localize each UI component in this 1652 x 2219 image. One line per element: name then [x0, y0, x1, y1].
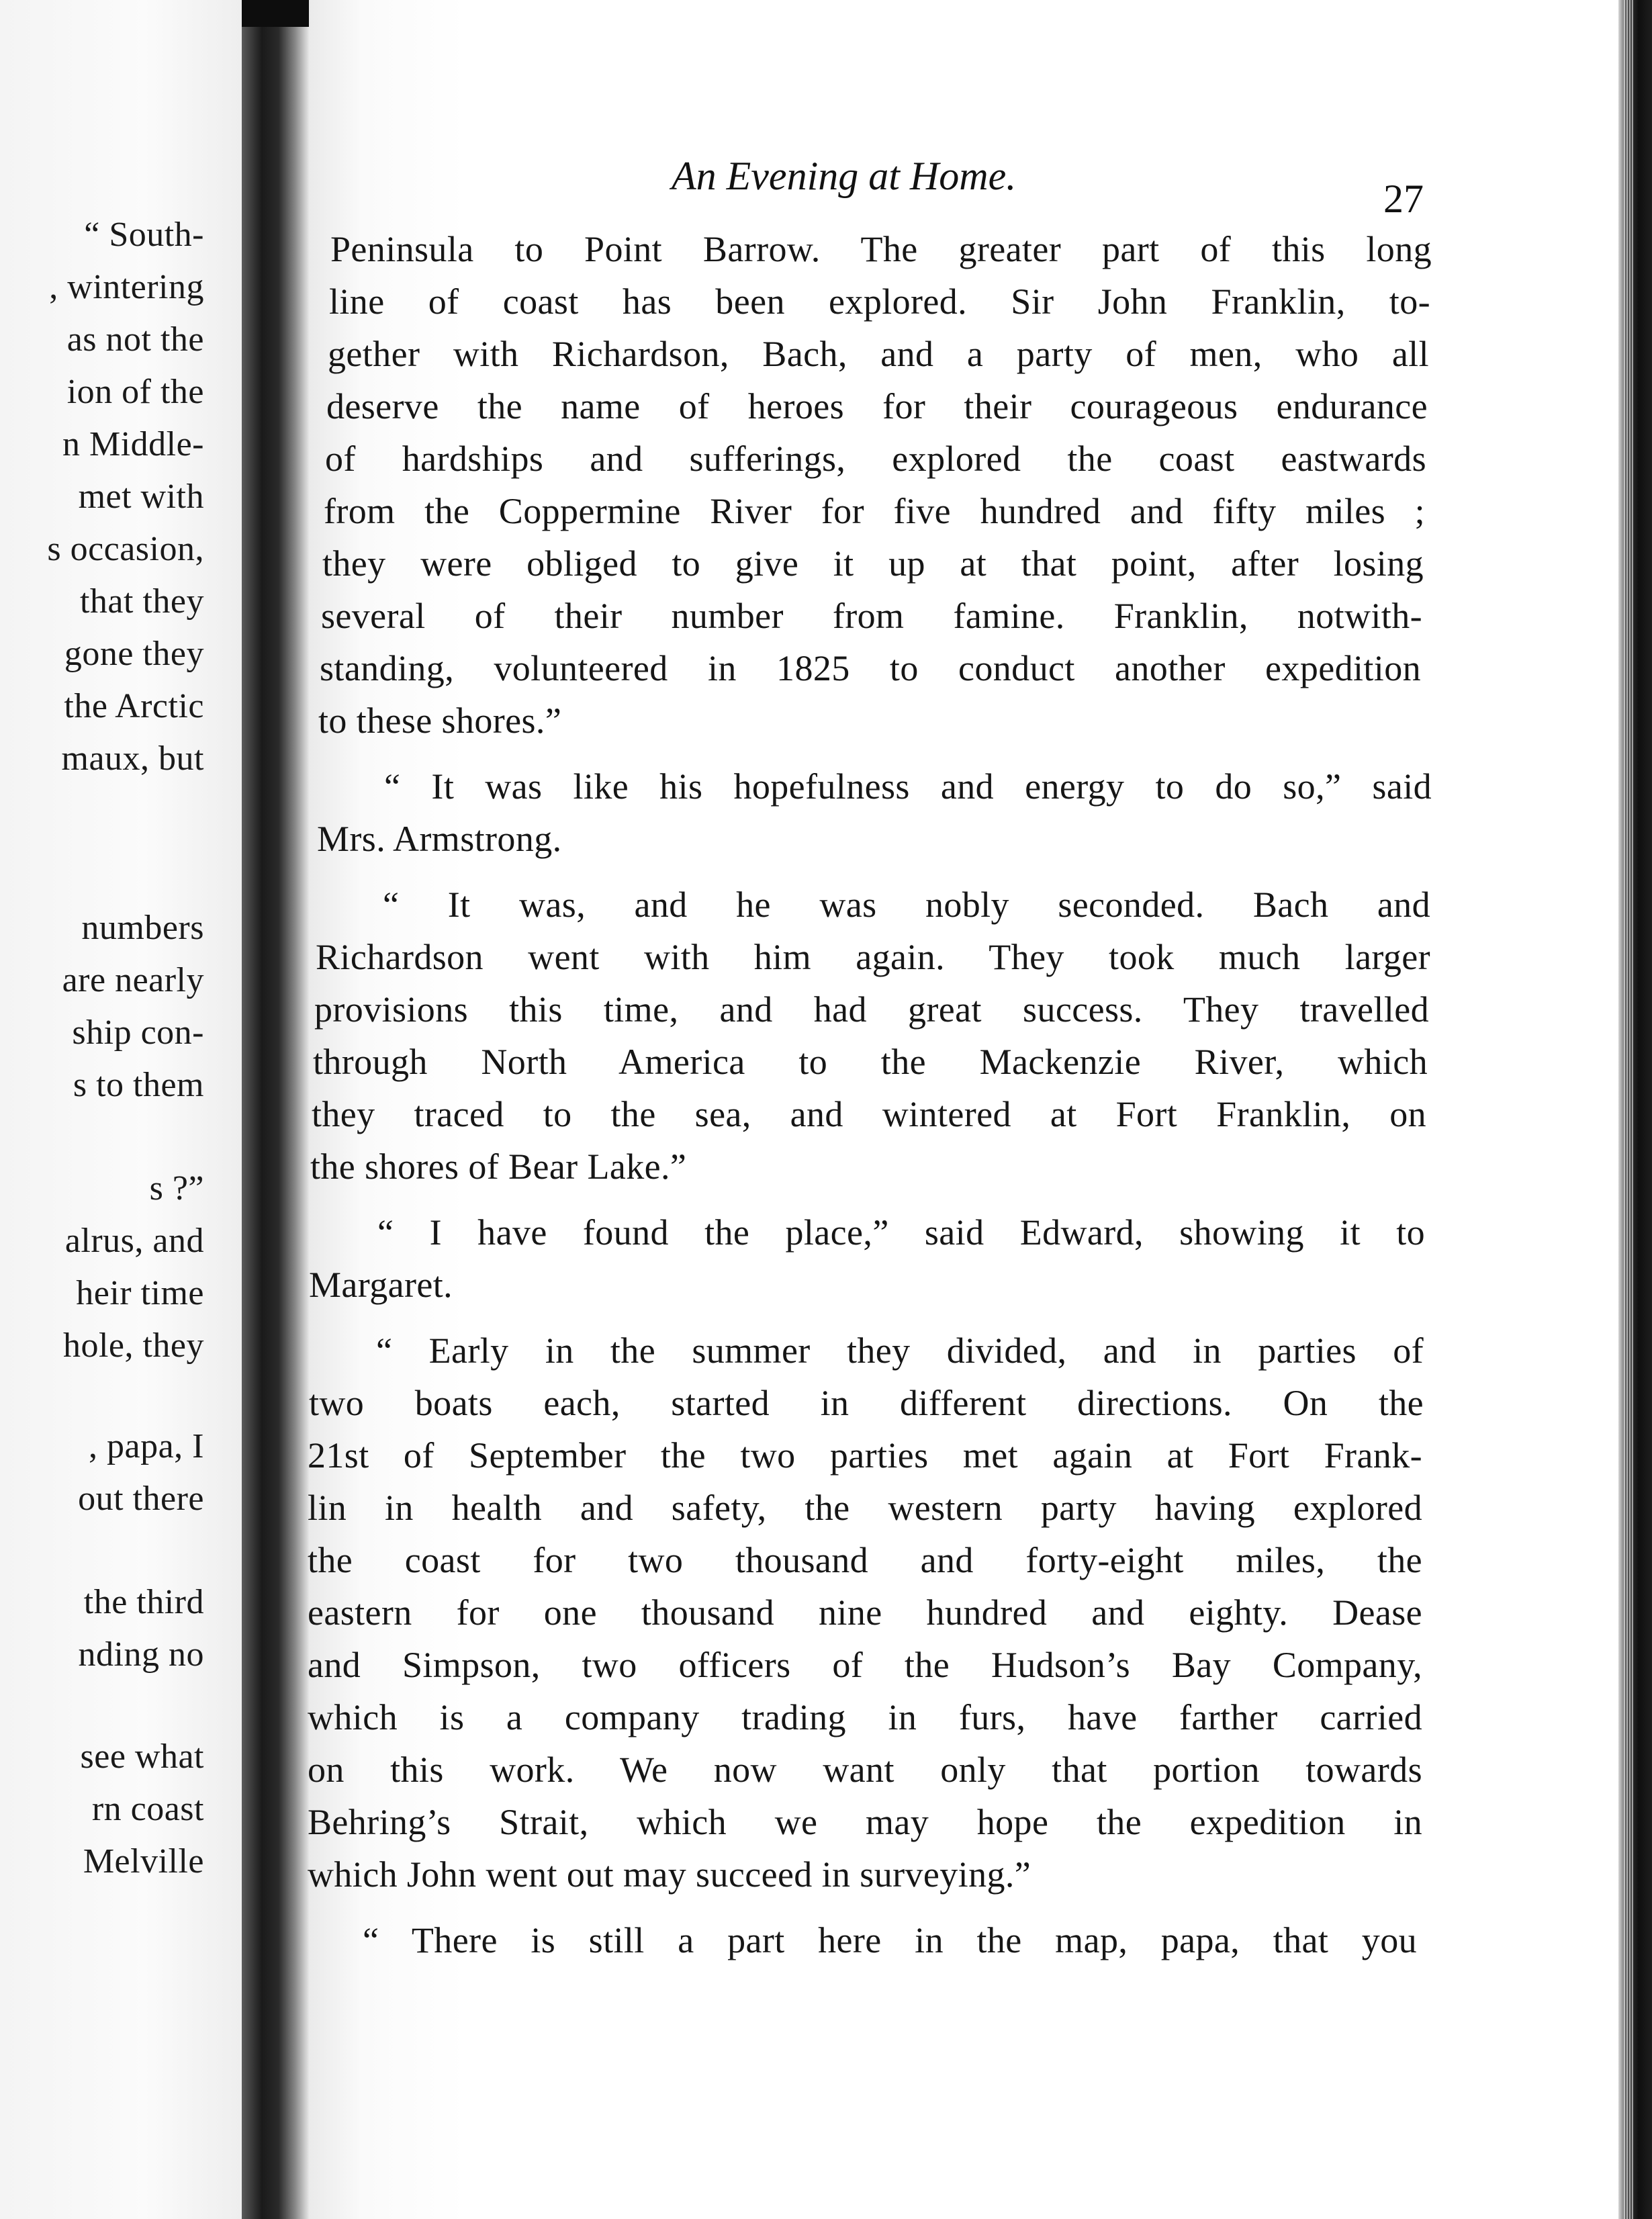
left-line: that they — [79, 582, 204, 621]
left-line: out there — [78, 1480, 204, 1518]
text-line: “ It was, and he was nobly seconded. Bach and — [383, 885, 1430, 925]
left-line: ion of the — [66, 373, 204, 411]
text-line: Margaret. — [309, 1265, 453, 1305]
text-line: lin in health and safety, the western party having explored — [308, 1488, 1422, 1528]
text-line: Mrs. Armstrong. — [317, 819, 562, 859]
text-line: they traced to the sea, and wintered at Fort Franklin, on — [312, 1094, 1426, 1134]
left-line: maux, but — [61, 739, 204, 778]
left-line: heir time — [76, 1274, 204, 1312]
page-stack-edge — [1624, 0, 1633, 2219]
left-line: rn coast — [91, 1790, 204, 1828]
text-line: Behring’s Strait, which we may hope the expedition in — [308, 1802, 1422, 1842]
text-line: from the Coppermine River for five hundred and fifty miles ; — [324, 491, 1425, 531]
left-line: ship con- — [72, 1013, 204, 1052]
text-line: gether with Richardson, Bach, and a party of men, who all — [328, 334, 1429, 374]
left-line: met with — [78, 478, 204, 516]
text-line: which John went out may succeed in surveying.” — [308, 1854, 1031, 1895]
left-line: nding no — [78, 1635, 204, 1674]
text-line: through North America to the Mackenzie River, which — [313, 1042, 1428, 1082]
left-line: the Arctic — [64, 687, 204, 725]
running-head: An Evening at Home. — [672, 154, 1017, 198]
left-line: hole, they — [62, 1326, 204, 1365]
text-line: the shores of Bear Lake.” — [310, 1146, 687, 1187]
text-line: of hardships and sufferings, explored the coast eastwards — [325, 439, 1426, 479]
text-line: they were obliged to give it up at that point, after losing — [322, 543, 1424, 584]
text-line: which is a company trading in furs, have farther carried — [308, 1697, 1422, 1737]
left-line: as not the — [66, 320, 204, 359]
text-line: and Simpson, two officers of the Hudson’s Bay Company, — [308, 1645, 1422, 1685]
text-line: standing, volunteered in 1825 to conduct another expedition — [320, 648, 1421, 688]
left-line: alrus, and — [64, 1222, 204, 1260]
left-line: are nearly — [62, 961, 204, 999]
text-line: the coast for two thousand and forty-eight miles, the — [308, 1540, 1422, 1580]
text-line: “ Early in the summer they divided, and in parties of — [376, 1330, 1424, 1371]
left-line: , papa, I — [89, 1427, 204, 1465]
page-number: 27 — [1383, 177, 1424, 221]
gutter-top-shadow — [242, 0, 309, 27]
left-line: Melville — [83, 1842, 204, 1881]
text-line: deserve the name of heroes for their courageous endurance — [326, 386, 1428, 426]
text-line: several of their number from famine. Franklin, notwith- — [321, 596, 1422, 636]
text-line: Richardson went with him again. They took much larger — [316, 937, 1430, 977]
text-line: “ It was like his hopefulness and energy to do so,” said — [384, 766, 1432, 807]
left-line: n Middle- — [62, 425, 204, 463]
book-gutter-shadow — [242, 0, 309, 2219]
text-line: provisions this time, and had great success. They travelled — [314, 989, 1429, 1030]
text-line: line of coast has been explored. Sir John Franklin, to- — [329, 281, 1430, 322]
text-line: “ There is still a part here in the map, papa, that you — [363, 1920, 1417, 1960]
left-line: s occasion, — [47, 530, 204, 568]
text-line: on this work. We now want only that portion towards — [308, 1750, 1422, 1790]
left-line: s ?” — [149, 1169, 204, 1208]
left-line: see what — [80, 1737, 204, 1776]
text-line: two boats each, started in different directions. On the — [309, 1383, 1424, 1423]
text-line: eastern for one thousand nine hundred and eighty. Dease — [308, 1592, 1422, 1633]
left-line: gone they — [64, 635, 204, 673]
left-line: numbers — [81, 909, 204, 947]
text-line: to these shores.” — [318, 700, 562, 741]
text-line: Peninsula to Point Barrow. The greater part of this long — [330, 229, 1432, 269]
left-line: , wintering — [49, 268, 204, 306]
left-line: the third — [83, 1583, 204, 1621]
text-line: “ I have found the place,” said Edward, showing it to — [377, 1212, 1425, 1253]
left-line: s to them — [73, 1066, 204, 1104]
left-page-fragment — [0, 0, 242, 2219]
text-line: 21st of September the two parties met again at Fort Frank- — [308, 1435, 1422, 1476]
left-line: “ South- — [84, 216, 204, 254]
